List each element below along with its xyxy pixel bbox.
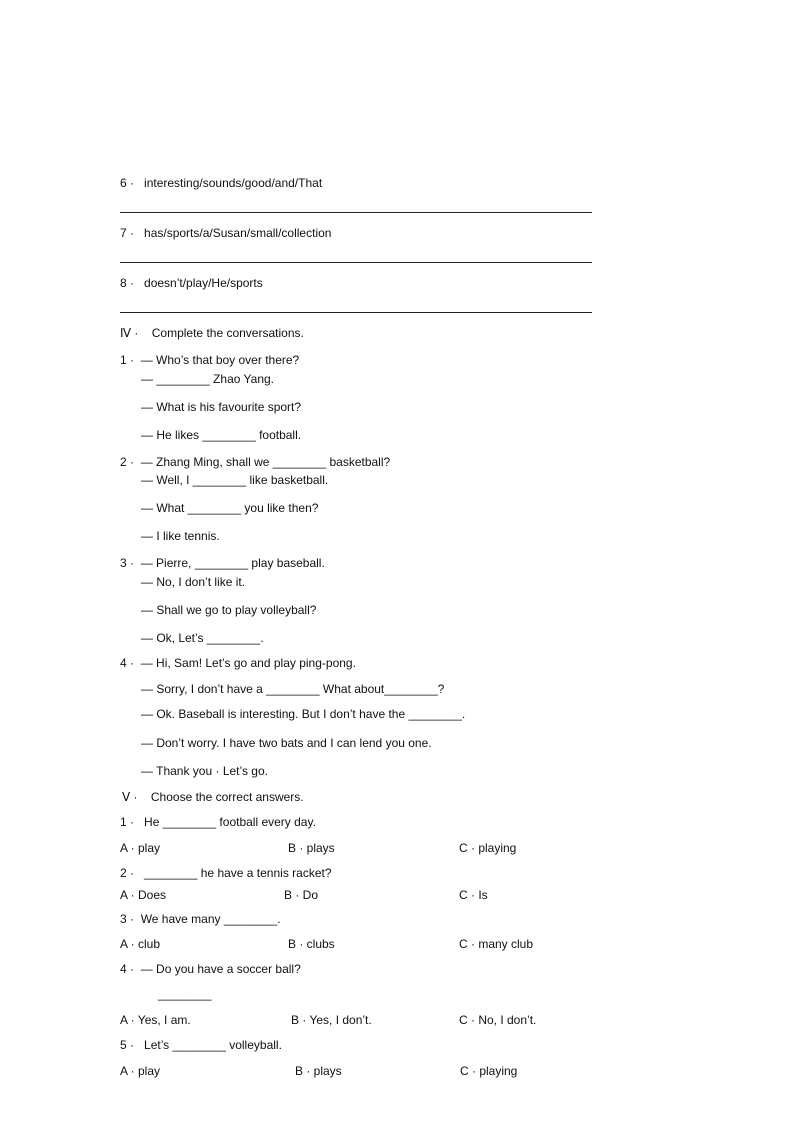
mc-4-option-a[interactable]: A · Yes, I am. [120,1013,191,1027]
dialogue-1-line-2: — ________ Zhao Yang. [141,372,274,386]
mc-4-option-b[interactable]: B · Yes, I don’t. [291,1013,372,1027]
section-4-heading [120,326,304,340]
reorder-item-8 [120,276,263,290]
mc-1-option-a[interactable]: A · play [120,841,161,855]
dialogue-4-line-2: — Sorry, I don’t have a ________ What about________? [141,682,445,696]
question-number: 3 · [120,912,135,926]
item-number: 7 · [120,226,135,240]
question-stem: — Do you have a soccer ball? [140,962,301,976]
dialogue-1-line-3: — What is his favourite sport? [141,400,302,414]
mc-question-4 [120,962,301,976]
mc-2-option-b[interactable]: B · Do [284,888,319,902]
mc-3-option-a[interactable]: A · club [120,937,161,951]
item-words: interesting/sounds/good/and/That [144,176,323,190]
mc-question-2 [120,866,332,880]
dialogue-4-line-1 [120,656,356,670]
mc-4-option-c[interactable]: C · No, I don’t. [459,1013,537,1027]
question-number: 1 · [120,815,135,829]
dialogue-number: 1 · [120,353,135,367]
dialogue-2-line-2: — Well, I ________ like basketball. [141,473,329,487]
item-words: doesn’t/play/He/sports [144,276,263,290]
dialogue-text: — Zhang Ming, shall we ________ basketball? [140,455,391,469]
section-5-heading [122,790,304,804]
question-stem: We have many ________. [140,912,281,926]
reorder-item-6 [120,176,322,190]
dialogue-4-line-4: — Don’t worry. I have two bats and I can lend you one. [141,736,432,750]
mc-3-option-c[interactable]: C · many club [459,937,534,951]
mc-2-option-c[interactable]: C · Is [459,888,488,902]
mc-question-5 [120,1038,282,1052]
dialogue-text: — Pierre, ________ play baseball. [140,556,325,570]
dialogue-1-line-4: — He likes ________ football. [141,428,302,442]
mc-question-1 [120,815,316,829]
reorder-item-7 [120,226,331,240]
dialogue-3-line-2: — No, I don’t like it. [141,575,246,589]
question-number: 5 · [120,1038,135,1052]
question-number: 2 · [120,866,135,880]
section-title: Complete the conversations. [151,326,304,340]
item-words: has/sports/a/Susan/small/collection [144,226,332,240]
mc-3-option-b[interactable]: B · clubs [288,937,335,951]
mc-1-option-b[interactable]: B · plays [288,841,335,855]
dialogue-number: 4 · [120,656,135,670]
dialogue-number: 3 · [120,556,135,570]
mc-5-option-c[interactable]: C · playing [460,1064,518,1078]
mc-question-3 [120,912,281,926]
dialogue-3-line-1 [120,556,325,570]
dialogue-number: 2 · [120,455,135,469]
section-title: Choose the correct answers. [150,790,304,804]
dialogue-text: — Who’s that boy over there? [140,353,300,367]
answer-line-7[interactable] [120,262,592,263]
question-stem: He ________ football every day. [144,815,316,829]
section-numeral: Ⅴ · [122,790,138,804]
dialogue-3-line-4: — Ok, Let’s ________. [141,631,264,645]
dialogue-4-line-5: — Thank you · Let’s go. [141,764,268,778]
dialogue-4-line-3: — Ok. Baseball is interesting. But I don’t have the ________. [141,707,466,721]
mc-5-option-b[interactable]: B · plays [295,1064,342,1078]
dialogue-3-line-3: — Shall we go to play volleyball? [141,603,317,617]
mc-4-answer-blank[interactable]: ________ [158,987,212,1001]
dialogue-2-line-3: — What ________ you like then? [141,501,319,515]
question-number: 4 · [120,962,135,976]
question-stem: Let’s ________ volleyball. [144,1038,282,1052]
mc-2-option-a[interactable]: A · Does [120,888,167,902]
answer-line-8[interactable] [120,312,592,313]
mc-1-option-c[interactable]: C · playing [459,841,517,855]
dialogue-text: — Hi, Sam! Let’s go and play ping-pong. [140,656,356,670]
mc-5-option-a[interactable]: A · play [120,1064,161,1078]
question-stem: ________ he have a tennis racket? [144,866,332,880]
item-number: 6 · [120,176,135,190]
section-numeral: Ⅳ · [120,326,139,340]
answer-line-6[interactable] [120,212,592,213]
item-number: 8 · [120,276,135,290]
dialogue-1-line-1 [120,353,299,367]
dialogue-2-line-4: — I like tennis. [141,529,220,543]
dialogue-2-line-1 [120,455,390,469]
